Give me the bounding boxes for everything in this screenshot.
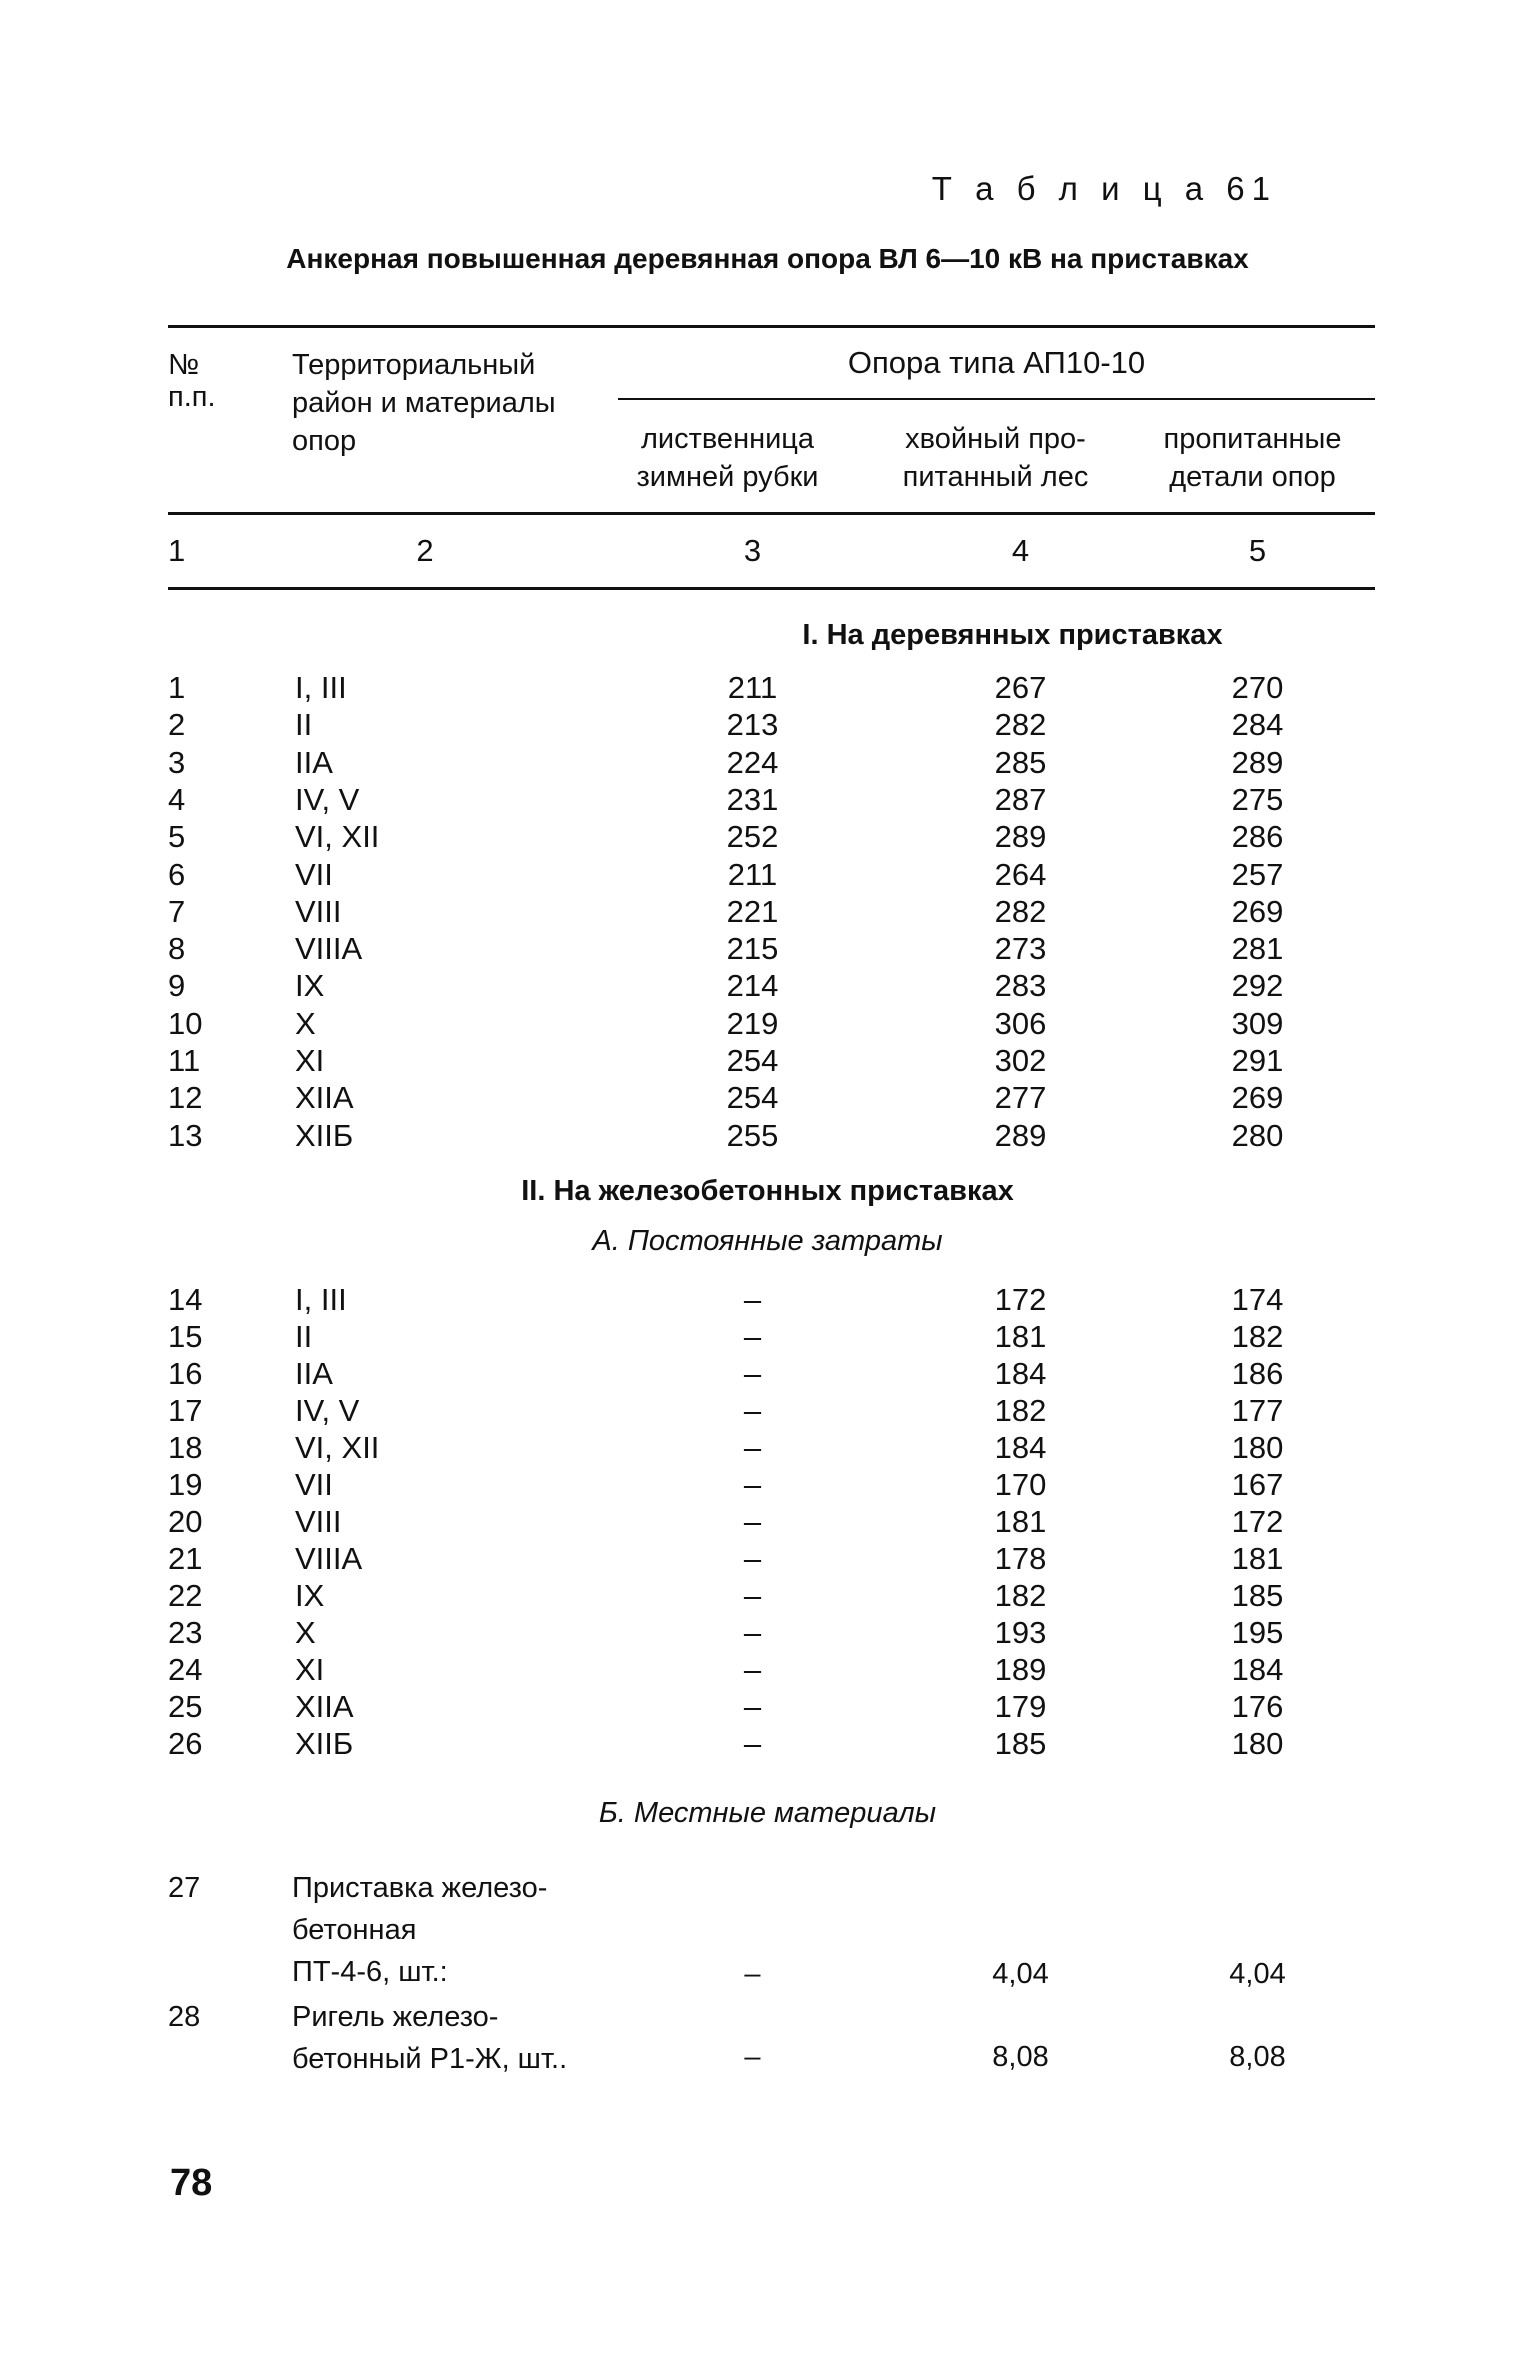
header-col4 — [868, 420, 1123, 496]
value-col3: 254 — [726, 1080, 779, 1116]
value-col4: 289 — [994, 1117, 1047, 1153]
row-number: 2 — [168, 707, 186, 743]
table-row — [0, 1726, 1535, 1763]
value-col3: – — [743, 1615, 762, 1650]
value-col4: 302 — [994, 1043, 1047, 1078]
value-col4: 273 — [994, 931, 1047, 967]
value-col3: 215 — [726, 931, 779, 967]
value-col3: – — [743, 1430, 762, 1465]
row-number: 5 — [168, 819, 186, 855]
header-col2-line: Территориальный — [292, 349, 536, 381]
value-col5: 177 — [1231, 1393, 1284, 1428]
value-col4: 184 — [994, 1430, 1047, 1465]
value-col4: 282 — [994, 707, 1047, 743]
table-row — [0, 1393, 1535, 1430]
page-number: 78 — [170, 2162, 213, 2204]
value-col4: 306 — [994, 1005, 1047, 1041]
header-col5-line: детали опор — [1169, 461, 1336, 493]
value-col3: 255 — [726, 1117, 779, 1153]
table-row — [0, 894, 1535, 931]
header-col4-line: хвойный про- — [905, 423, 1086, 455]
row-number: 12 — [168, 1080, 203, 1116]
material-value: 8,08 — [992, 2041, 1049, 2073]
table-row — [0, 1504, 1535, 1541]
material-number: 27 — [168, 1872, 201, 1904]
region-cell: IIA — [295, 744, 333, 780]
value-col5: 167 — [1231, 1467, 1284, 1502]
row-number: 22 — [168, 1578, 203, 1613]
value-col5: 270 — [1231, 670, 1284, 705]
value-col5: 186 — [1231, 1356, 1284, 1391]
section-subtitle: Б. Местные материалы — [598, 1797, 937, 1829]
value-col4: 178 — [994, 1541, 1047, 1576]
column-number: 2 — [416, 533, 434, 568]
table-row — [0, 1689, 1535, 1726]
region-cell: XI — [295, 1652, 325, 1687]
row-number: 14 — [168, 1282, 203, 1317]
column-number: 3 — [743, 533, 762, 568]
region-cell: VIIIA — [295, 1541, 363, 1576]
section-title: I. На деревянных приставках — [802, 619, 1223, 651]
region-cell: II — [295, 1319, 313, 1354]
value-col3: 211 — [727, 856, 778, 892]
column-number: 4 — [1011, 533, 1030, 568]
material-name — [292, 1869, 547, 1991]
row-number: 4 — [168, 781, 186, 817]
value-col4: 181 — [994, 1319, 1047, 1354]
header-col3 — [600, 420, 855, 496]
region-cell: VIIIA — [295, 931, 363, 967]
material-name — [292, 1998, 567, 2078]
row-number: 1 — [168, 670, 186, 705]
region-cell: IX — [295, 968, 325, 1004]
header-col5-line: пропитанные — [1163, 423, 1342, 455]
material-name-line: бетонный Р1-Ж, шт.. — [292, 2043, 568, 2075]
row-number: 19 — [168, 1467, 203, 1502]
value-col4: 189 — [994, 1652, 1047, 1687]
value-col5: 180 — [1231, 1430, 1284, 1465]
value-col3: – — [743, 1319, 762, 1354]
region-cell: VII — [295, 856, 333, 892]
value-col4: 193 — [994, 1615, 1047, 1650]
column-number: 5 — [1248, 533, 1267, 568]
row-number: 18 — [168, 1430, 203, 1465]
value-col4: 185 — [994, 1726, 1047, 1761]
table-row — [0, 1282, 1535, 1319]
row-number: 6 — [168, 856, 186, 892]
value-col4: 277 — [994, 1080, 1047, 1116]
region-cell: IX — [295, 1578, 325, 1613]
table-row — [0, 745, 1535, 782]
value-col3: 214 — [726, 968, 779, 1004]
value-col5: 184 — [1231, 1652, 1284, 1687]
material-value: 8,08 — [1229, 2041, 1286, 2073]
value-col5: 309 — [1231, 1005, 1284, 1041]
table-row — [0, 1467, 1535, 1504]
region-cell: IV, V — [295, 1393, 360, 1428]
value-col5: 185 — [1231, 1578, 1284, 1613]
material-name-line: бетонная — [292, 1914, 417, 1946]
region-cell: II — [295, 707, 313, 743]
value-col5: 176 — [1231, 1689, 1284, 1724]
table-row — [0, 1430, 1535, 1467]
material-name-line: Ригель железо- — [292, 2001, 499, 2033]
value-col4: 182 — [994, 1578, 1047, 1613]
value-col5: 172 — [1231, 1504, 1284, 1539]
table-row — [0, 1615, 1535, 1652]
region-cell: I, III — [295, 1282, 347, 1317]
material-value: – — [744, 2041, 761, 2073]
value-col5: 269 — [1231, 893, 1284, 929]
header-col5 — [1125, 420, 1380, 496]
row-number: 15 — [168, 1319, 203, 1354]
row-number: 16 — [168, 1356, 203, 1391]
value-col3: – — [743, 1504, 762, 1539]
value-col5: 269 — [1231, 1080, 1284, 1116]
section-subtitle: А. Постоянные затраты — [592, 1225, 943, 1257]
table-caption: Анкерная повышенная деревянная опора ВЛ 6—10 кВ на приставках — [286, 243, 1249, 274]
value-col4: 170 — [994, 1467, 1047, 1502]
table-row — [0, 1118, 1535, 1155]
value-col4: 179 — [994, 1689, 1047, 1724]
region-cell: XIIA — [295, 1689, 354, 1724]
value-col5: 275 — [1231, 781, 1284, 817]
header-col1-line: п.п. — [168, 381, 216, 413]
table-row — [0, 1080, 1535, 1117]
table-row — [0, 1578, 1535, 1615]
value-col3: – — [743, 1467, 762, 1502]
row-number: 10 — [168, 1005, 203, 1041]
table-row — [0, 1652, 1535, 1689]
row-number: 20 — [168, 1504, 203, 1539]
header-col2 — [292, 346, 556, 460]
value-col3: – — [743, 1393, 762, 1428]
group-rule — [618, 398, 1375, 400]
region-cell: VIII — [295, 893, 342, 929]
value-col3: 213 — [726, 707, 779, 743]
row-number: 7 — [168, 893, 186, 929]
table-row — [0, 782, 1535, 819]
region-cell: IV, V — [295, 781, 360, 817]
value-col5: 291 — [1231, 1043, 1284, 1078]
region-cell: VII — [295, 1467, 333, 1502]
header-col3-line: зимней рубки — [636, 461, 819, 493]
value-col5: 284 — [1231, 707, 1284, 743]
value-col4: 282 — [994, 893, 1047, 929]
table-row — [0, 1541, 1535, 1578]
row-number: 9 — [168, 968, 186, 1004]
header-col3-line: лиственница — [640, 423, 815, 455]
material-name-line: Приставка железо- — [292, 1872, 548, 1904]
value-col3: – — [743, 1578, 762, 1613]
value-col3: – — [743, 1282, 762, 1317]
material-value: – — [744, 1958, 761, 1990]
value-col3: – — [743, 1726, 762, 1761]
value-col3: – — [743, 1541, 762, 1576]
column-number: 1 — [168, 533, 186, 568]
header-mid-rule — [168, 512, 1375, 515]
region-cell: VIII — [295, 1504, 342, 1539]
value-col4: 287 — [994, 781, 1047, 817]
value-col3: 211 — [727, 670, 778, 705]
value-col5: 180 — [1231, 1726, 1284, 1761]
row-number: 21 — [168, 1541, 203, 1576]
row-number: 13 — [168, 1117, 203, 1153]
row-number: 3 — [168, 744, 186, 780]
header-col2-line: район и материалы — [292, 387, 556, 419]
header-col1-line: № — [168, 349, 200, 381]
value-col4: 184 — [994, 1356, 1047, 1391]
column-numbers-row — [0, 533, 1535, 570]
material-number: 28 — [168, 2001, 201, 2033]
region-cell: XI — [295, 1043, 325, 1078]
material-value: 4,04 — [992, 1958, 1049, 1990]
value-col4: 181 — [994, 1504, 1047, 1539]
region-cell: XIIБ — [295, 1726, 354, 1761]
header-group: Опора типа АП10-10 — [847, 345, 1146, 380]
value-col5: 292 — [1231, 968, 1284, 1004]
region-cell: VI, XII — [295, 819, 380, 855]
row-number: 26 — [168, 1726, 203, 1761]
value-col4: 267 — [994, 670, 1047, 705]
value-col3: – — [743, 1689, 762, 1724]
value-col4: 289 — [994, 819, 1047, 855]
table-row — [0, 1043, 1535, 1080]
table-row — [0, 1356, 1535, 1393]
header-top-rule — [168, 325, 1375, 328]
value-col5: 182 — [1231, 1319, 1284, 1354]
value-col5: 257 — [1231, 856, 1284, 892]
row-number: 23 — [168, 1615, 203, 1650]
value-col3: 252 — [726, 819, 779, 855]
value-col4: 172 — [994, 1282, 1047, 1317]
value-col4: 285 — [994, 744, 1047, 780]
region-cell: X — [295, 1615, 316, 1650]
table-row — [0, 1006, 1535, 1043]
value-col5: 281 — [1231, 931, 1284, 967]
table-row — [0, 931, 1535, 968]
table-row — [0, 670, 1535, 707]
value-col5: 181 — [1231, 1541, 1284, 1576]
table-number: Т а б л и ц а 61 — [931, 170, 1277, 207]
header-col4-line: питанный лес — [902, 461, 1089, 493]
value-col5: 280 — [1231, 1117, 1284, 1153]
material-name-line: ПТ-4-6, шт.: — [292, 1956, 448, 1988]
header-bottom-rule — [168, 587, 1375, 590]
header-col1 — [168, 346, 216, 416]
table-row — [0, 707, 1535, 744]
header-col2-line: опор — [292, 425, 357, 457]
value-col4: 283 — [994, 968, 1047, 1004]
table-row — [0, 857, 1535, 894]
region-cell: XIIA — [295, 1080, 354, 1116]
region-cell: I, III — [295, 670, 347, 705]
value-col5: 289 — [1231, 744, 1284, 780]
value-col4: 264 — [994, 856, 1047, 892]
row-number: 24 — [168, 1652, 203, 1687]
value-col3: 224 — [726, 744, 779, 780]
region-cell: X — [295, 1005, 316, 1041]
value-col5: 286 — [1231, 819, 1284, 855]
region-cell: VI, XII — [295, 1430, 380, 1465]
section-title: II. На железобетонных приставках — [521, 1175, 1014, 1207]
table-row — [0, 819, 1535, 856]
row-number: 25 — [168, 1689, 203, 1724]
value-col3: 221 — [726, 893, 779, 929]
value-col5: 174 — [1231, 1282, 1284, 1317]
value-col3: – — [743, 1356, 762, 1391]
value-col5: 195 — [1231, 1615, 1284, 1650]
value-col4: 182 — [994, 1393, 1047, 1428]
row-number: 17 — [168, 1393, 203, 1428]
value-col3: – — [743, 1652, 762, 1687]
row-number: 8 — [168, 931, 186, 967]
row-number: 11 — [168, 1043, 201, 1078]
value-col3: 254 — [726, 1043, 779, 1078]
value-col3: 231 — [726, 781, 779, 817]
material-value: 4,04 — [1229, 1958, 1286, 1990]
table-row — [0, 1319, 1535, 1356]
region-cell: XIIБ — [295, 1117, 354, 1153]
region-cell: IIA — [295, 1356, 333, 1391]
table-row — [0, 968, 1535, 1005]
value-col3: 219 — [726, 1005, 779, 1041]
